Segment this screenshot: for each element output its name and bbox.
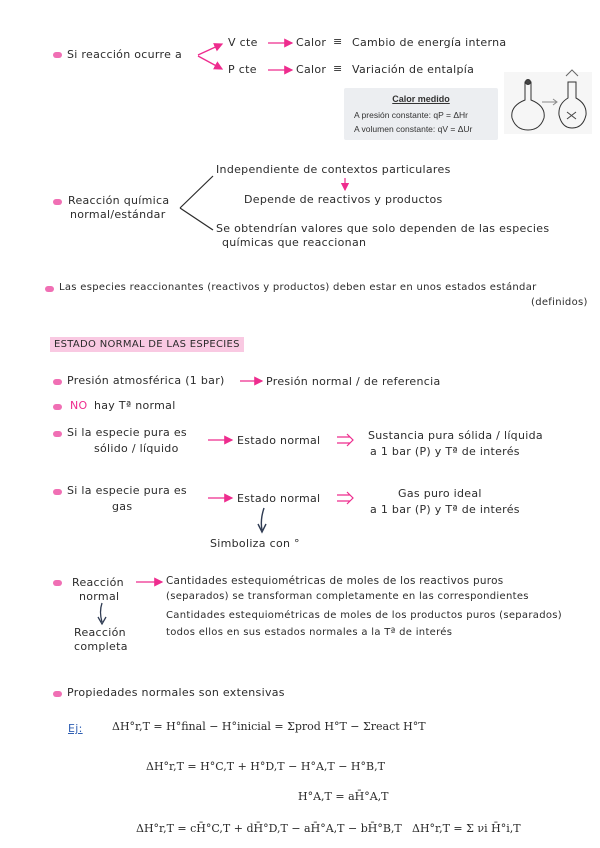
especie-pura-text: Si la especie pura es [67,484,187,497]
ejemplo-label: Ej: [68,722,83,735]
a-1-bar-text: a 1 bar (P) y Tª de interés [370,503,520,516]
presion-normal-text: Presión normal / de referencia [266,375,441,388]
presion-atm-text: Presión atmosférica (1 bar) [67,374,225,387]
sustancia-text: Sustancia pura sólida / líquida [368,429,543,442]
estado-normal-text: Estado normal [237,492,321,505]
box-line-pressure: A presión constante: qP = ΔHr [354,110,468,120]
p-cte-label: P cte [228,63,257,76]
equiv-symbol: ≡ [333,62,343,75]
cantidades-line: Cantidades estequiométricas de moles de los reactivos puros [166,575,504,587]
cantidades-line: (separados) se transforman completamente en las correspondientes [166,591,529,602]
reaccion-label: Reacción [72,576,124,589]
normal-estandar-label: normal/estándar [70,208,166,221]
cambio-text: Cambio de energía interna [352,36,507,49]
reaccion-quimica-label: Reacción química [68,194,170,207]
bullet-dot [45,286,54,292]
especie-pura-text: Si la especie pura es [67,426,187,439]
cantidades-line: Cantidades estequiométricas de moles de los productos puros (separados) [166,610,562,621]
gas-text: gas [112,500,133,513]
bullet-dot [53,404,62,410]
definidos-text: (definidos) [531,297,588,308]
variacion-text: Variación de entalpía [352,63,475,76]
bullet-dot [53,52,62,58]
completa-label: completa [74,640,128,653]
flask-icon [504,70,592,134]
reaccion-label: Reacción [74,626,126,639]
solido-liquido-text: sólido / líquido [94,442,179,455]
bullet-dot [53,691,62,697]
equation-molar-sum: ΔH°r,T = cH̄°C,T + dH̄°D,T − aH̄°A,T − bH̄°B,T [136,822,402,835]
section1-lead: Si reacción ocurre a [67,48,183,61]
equation-molar: H°A,T = aH̄°A,T [298,790,389,803]
propiedades-text: Propiedades normales son extensivas [67,686,285,699]
equiv-symbol: ≡ [333,35,343,48]
gas-ideal-text: Gas puro ideal [398,487,482,500]
quimicas-text: químicas que reaccionan [222,236,367,249]
equation-enthalpy-sum: ΔH°r,T = H°final − H°inicial = Σprod H°T − Σreact H°T [112,720,426,733]
simboliza-text: Simboliza con ° [210,537,300,550]
bullet-dot [53,489,62,495]
normal-label: normal [79,590,120,603]
especies-text: Las especies reaccionantes (reactivos y productos) deben estar en unos estados estándar [59,282,537,293]
a-1-bar-text: a 1 bar (P) y Tª de interés [370,445,520,458]
v-cte-label: V cte [228,36,258,49]
calor-label: Calor [296,63,327,76]
estado-normal-text: Estado normal [237,434,321,447]
calor-medido-box [344,88,498,140]
no-label: NO [70,399,88,412]
equation-enthalpy-species: ΔH°r,T = H°C,T + H°D,T − H°A,T − H°B,T [146,760,385,773]
box-title: Calor medido [392,94,450,104]
section-heading: ESTADO NORMAL DE LAS ESPECIES [50,337,244,352]
bullet-dot [53,379,62,385]
bullet-dot [53,431,62,437]
equation-stoichiometric: ΔH°r,T = Σ νi H̄°i,T [412,822,521,835]
bullet-dot [53,580,62,586]
box-line-volume: A volumen constante: qV = ΔUr [354,124,473,134]
bullet-dot [53,199,62,205]
calor-label: Calor [296,36,327,49]
temperatura-text: hay Tª normal [94,399,176,412]
obtendrian-text: Se obtendrían valores que solo dependen de las especies [216,222,550,235]
cantidades-line: todos ellos en sus estados normales a la Tª de interés [166,627,453,638]
depende-text: Depende de reactivos y productos [244,193,443,206]
independiente-text: Independiente de contextos particulares [216,163,451,176]
